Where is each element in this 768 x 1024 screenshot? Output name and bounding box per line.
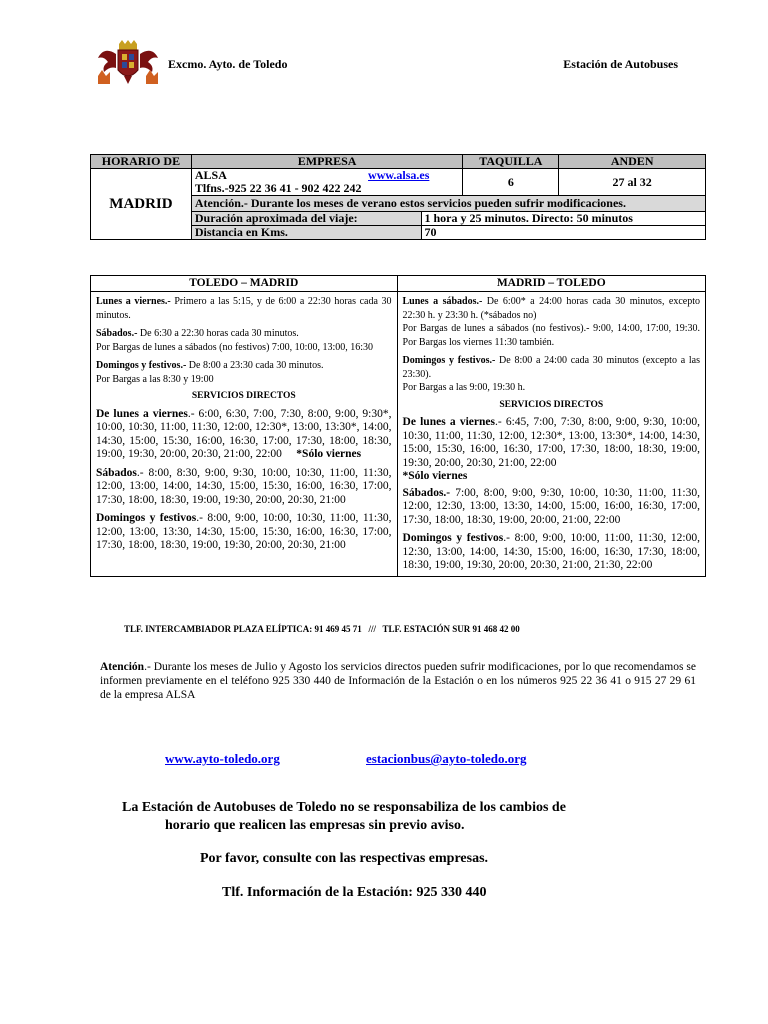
mt-direct-saturday-text: 7:00, 8:00, 9:00, 9:30, 10:00, 10:30, 11:00, 11:30, 12:00, 12:30, 13:00, 13:30, 14:00, 15:00, 16:00, 16:30, 17:00, 17:30, 18:00, 18:30, 19:00, 20:00, 21:00, 22:00 <box>402 486 700 526</box>
mt-weekday-block <box>403 295 700 322</box>
tm-sunday-block <box>96 359 392 373</box>
mt-weekday-label: Lunes a sábados.- <box>402 296 483 307</box>
tm-sunday-bargas: Por Bargas a las 8:30 y 19:00 <box>96 373 214 385</box>
mt-direct-title: SERVICIOS DIRECTOS <box>499 399 604 410</box>
tm-direct-sunday-text: .- 8:00, 9:00, 10:00, 10:30, 11:00, 11:30, 12:00, 13:00, 13:30, 14:30, 15:00, 15:30, 16:00, 16:30, 17:00, 17:30, 18:00, 18:30, 19:00, 19:30, 20:00, 20:30, 21:00 <box>96 512 392 551</box>
col-taquilla-header: TAQUILLA <box>463 155 559 169</box>
tm-direct-weekday-text: .- 6:00, 6:30, 7:00, 7:30, 8:00, 9:00, 9:30*, 10:00, 10:30, 11:00, 11:30, 12:00, 12:30*, 13:00, 13:30*, 14:00, 14:30, 15:00, 15:30, 16:00, 16:30, 17:00, 17:30, 18:00, 18:30, 19:00, 19:30, 20:00, 20:30, 21:00, 22:00 <box>96 407 392 460</box>
tm-direct-weekday-note: *Sólo viernes <box>296 448 362 460</box>
mt-sunday-text: De 8:00 a 24:00 cada 30 minutos (excepto a las 23:30). <box>402 355 700 380</box>
tm-weekday-label: Lunes a viernes.- <box>96 296 171 307</box>
tm-weekday-text: Primero a las 5:15, y de 6:00 a 22:30 horas cada 30 minutos. <box>96 296 392 321</box>
atencion-label: Atención <box>100 661 145 673</box>
toledo-madrid-header: TOLEDO – MADRID <box>91 276 398 292</box>
destination-cell: MADRID <box>91 169 192 240</box>
tm-direct-title: SERVICIOS DIRECTOS <box>191 391 296 401</box>
mt-direct-sunday-label: Domingos y festivos <box>402 532 504 544</box>
mt-direct-sunday-text: .- 8:00, 9:00, 10:00, 11:00, 11:30, 12:00, 12:30, 13:00, 14:00, 14:30, 15:00, 16:00, 16:30, 17:30, 18:00, 18:30, 19:00, 19:30, 20:00, 20:30, 21:00, 21:30, 22:00 <box>402 532 700 571</box>
mt-direct-weekday-label: De lunes a viernes <box>402 416 495 428</box>
email-link[interactable]: estacionbus@ayto-toledo.org <box>366 751 527 766</box>
tm-direct-saturday <box>96 467 392 508</box>
mt-direct-weekday-note-text: *Sólo viernes <box>402 470 468 482</box>
mt-weekday-bargas: Por Bargas de lunes a sábados (no festivos).- 9:00, 14:00, 17:00, 19:30. Por Bargas los viernes 11:30 también. <box>402 323 700 348</box>
madrid-toledo-column <box>397 292 705 577</box>
mt-sunday-label: Domingos y festivos.- <box>402 355 496 366</box>
tm-direct-saturday-text: .- 8:00, 8:30, 9:00, 9:30, 10:00, 10:30, 11:00, 11:30, 12:00, 13:00, 14:00, 14:30, 15:00, 15:30, 16:00, 16:30, 17:00, 17:30, 18:00, 18:30, 19:00, 19:30, 20:00, 20:30, 21:00 <box>96 466 392 506</box>
duration-value: 1 hora y 25 minutos. Directo: 50 minutos <box>421 212 706 226</box>
mt-direct-weekday <box>403 416 700 470</box>
header-organization: Excmo. Ayto. de Toledo <box>168 57 288 71</box>
disclaimer-line-2: horario que realicen las empresas sin previo aviso. <box>165 818 465 833</box>
tm-saturday-text: De 6:30 a 22:30 horas cada 30 minutos. <box>137 328 299 339</box>
tm-sunday-label: Domingos y festivos.- <box>96 360 187 371</box>
mt-direct-sunday <box>403 532 700 573</box>
tm-direct-sunday <box>96 512 392 553</box>
col-horario-header: HORARIO DE <box>91 155 192 169</box>
tm-sunday-text: De 8:00 a 23:30 cada 30 minutos. <box>186 360 324 371</box>
mt-direct-weekday-note <box>403 470 700 484</box>
disclaimer-line-1: La Estación de Autobuses de Toledo no se responsabiliza de los cambios de <box>122 800 566 815</box>
header-department: Estación de Autobuses <box>563 57 678 71</box>
toledo-coat-of-arms-icon <box>96 40 160 86</box>
atencion-text: .- Durante los meses de Julio y Agosto los servicios directos pueden sufrir modificaciones, por lo que recomendamos se informen previamente en el teléfono 925 330 440 de Información de la Estación o en los números 925 22 36 41 o 915 27 29 61 de la empresa ALSA <box>100 661 696 701</box>
website-link[interactable]: www.ayto-toledo.org <box>165 751 280 766</box>
station-phone-line: Tlf. Información de la Estación: 925 330 440 <box>222 885 487 900</box>
distance-value: 70 <box>421 226 706 240</box>
route-info-table <box>90 154 706 240</box>
taquilla-value: 6 <box>463 169 559 196</box>
company-phones: Tlfns.-925 22 36 41 - 902 422 242 <box>194 181 362 195</box>
tm-saturday-label: Sábados.- <box>96 328 138 339</box>
distance-label: Distancia en Kms. <box>191 226 421 240</box>
toledo-madrid-column <box>91 292 398 577</box>
mt-direct-saturday <box>403 487 700 528</box>
company-website-link[interactable]: www.alsa.es <box>368 168 430 182</box>
tm-direct-weekday-label: De lunes a viernes <box>96 407 188 420</box>
tm-direct-weekday <box>96 408 392 462</box>
madrid-toledo-header: MADRID – TOLEDO <box>397 276 705 292</box>
tm-saturday-bargas: Por Bargas de lunes a sábados (no festivos) 7:00, 10:00, 13:00, 16:30 <box>96 341 374 353</box>
tm-weekday-block <box>96 295 392 322</box>
schedule-table <box>90 275 706 577</box>
tm-saturday-block <box>96 327 392 341</box>
mt-weekday-text: De 6:00* a 24:00 horas cada 30 minutos, excepto 22:30 h. y 23:30 h. (*sábados no) <box>402 296 701 321</box>
summer-notice: Atención.- Durante los meses de verano estos servicios pueden sufrir modificaciones. <box>191 196 705 212</box>
mt-sunday-bargas: Por Bargas a las 9:00, 19:30 h. <box>402 382 526 393</box>
col-empresa-header: EMPRESA <box>191 155 463 169</box>
duration-label: Duración aproximada del viaje: <box>191 212 421 226</box>
mt-sunday-block <box>403 354 700 381</box>
tm-direct-sunday-label: Domingos y festivos <box>96 512 197 524</box>
company-cell <box>191 169 463 196</box>
col-anden-header: ANDEN <box>559 155 706 169</box>
phone-contacts-line: TLF. INTERCAMBIADOR PLAZA ELÍPTICA: 91 469 45 71 /// TLF. ESTACIÓN SUR 91 468 42 00 <box>124 624 520 634</box>
tm-direct-saturday-label: Sábados <box>96 466 137 479</box>
mt-direct-weekday-text: .- 6:45, 7:00, 7:30, 8:00, 9:00, 9:30, 10:00, 10:30, 11:00, 11:30, 12:00, 12:30*, 13:00, 13:30*, 14:00, 14:30, 15:00, 15:30, 16:00, 16:30, 17:00, 17:30, 18:00, 18:30, 19:00, 19:30, 20:00, 20:30, 21:00, 22:00 <box>402 416 700 469</box>
anden-value: 27 al 32 <box>559 169 706 196</box>
atencion-paragraph <box>100 660 696 702</box>
consult-companies-line: Por favor, consulte con las respectivas empresas. <box>200 851 489 866</box>
company-name: ALSA <box>194 168 227 182</box>
mt-direct-saturday-label: Sábados.- <box>402 486 451 499</box>
